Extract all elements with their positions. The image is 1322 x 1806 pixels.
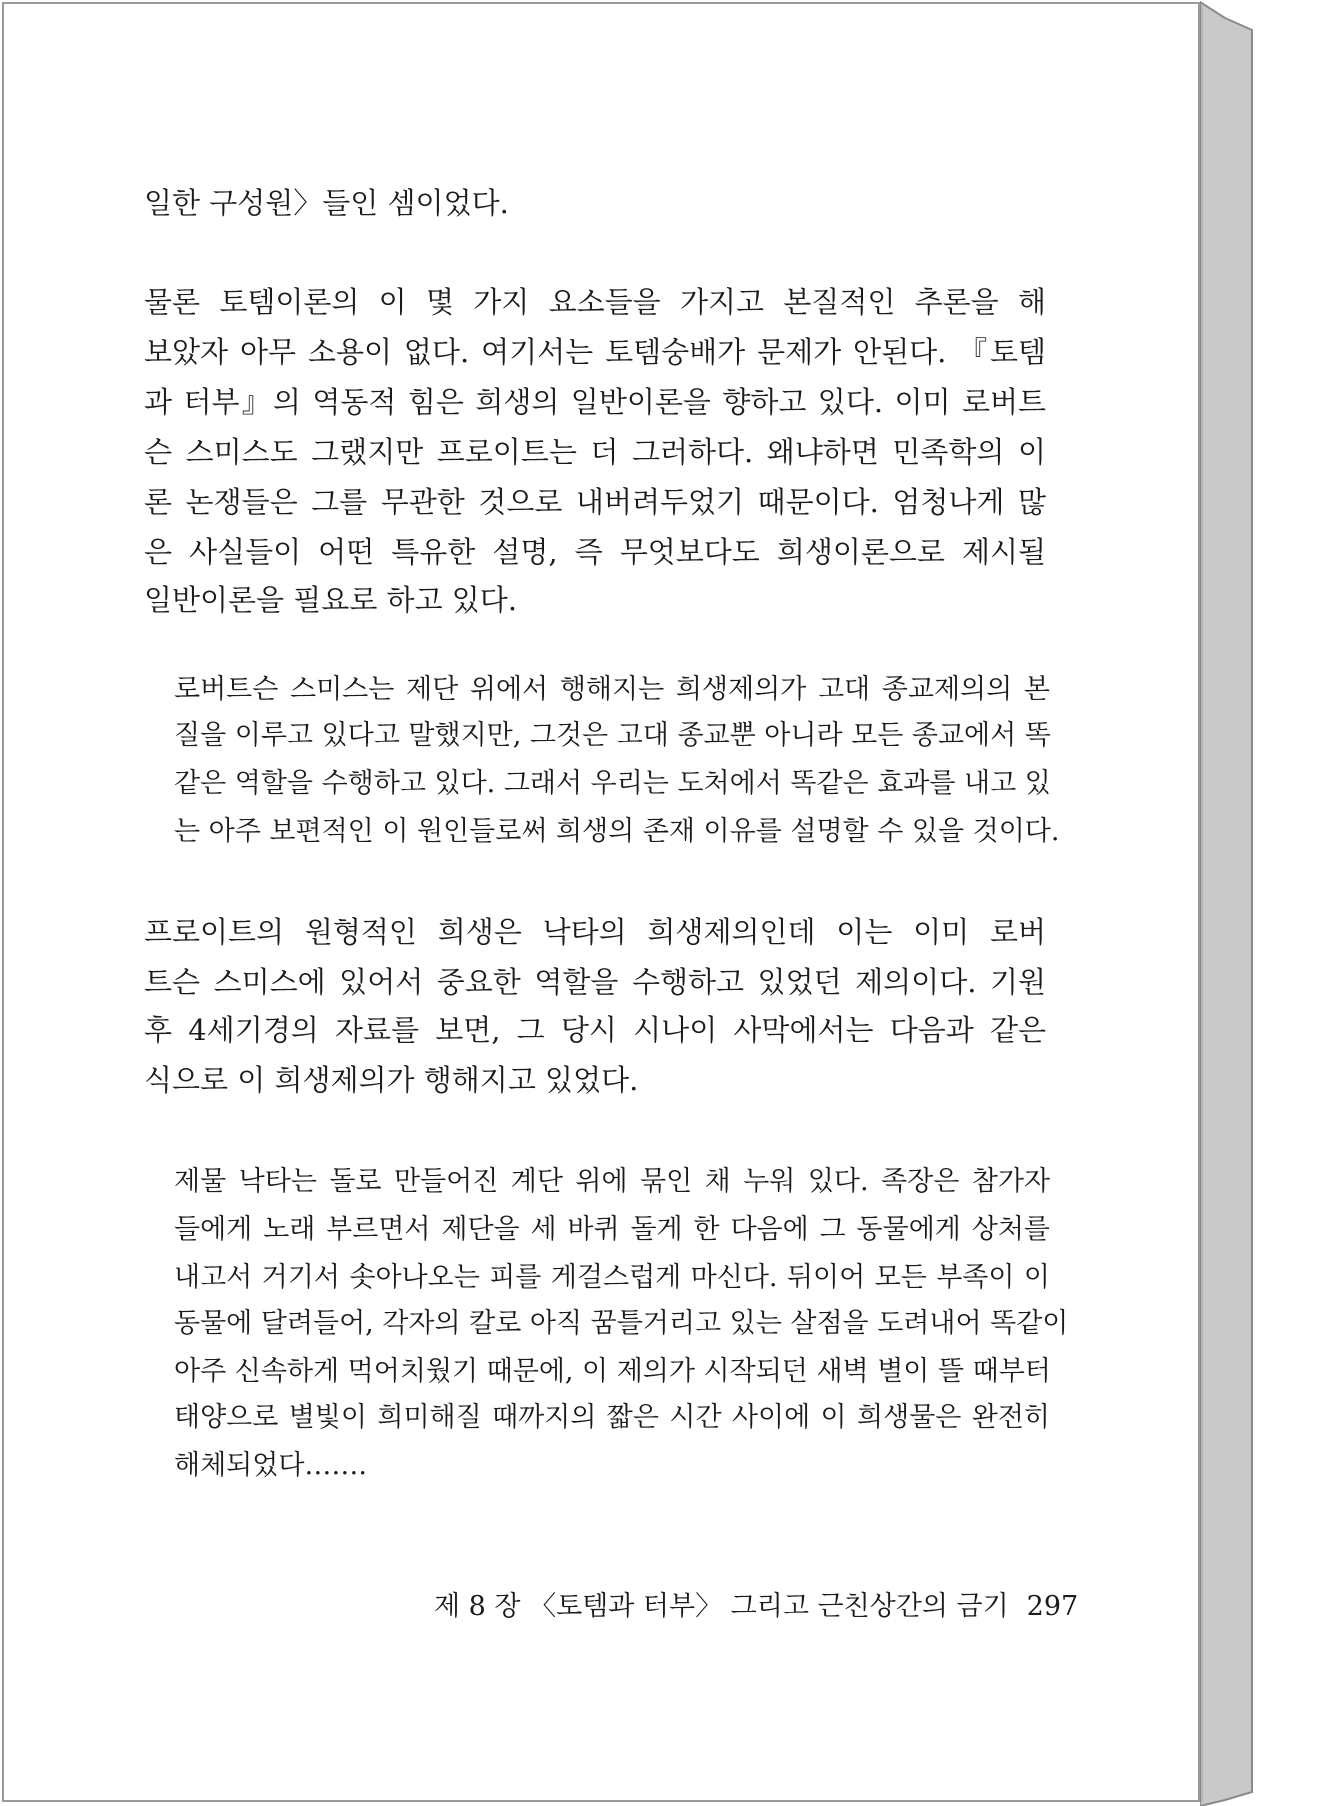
paragraph-2-line-2: 트슨 스미스에 있어서 중요한 역할을 수행하고 있었던 제의이다. 기원 bbox=[144, 965, 1046, 999]
page-footer bbox=[434, 1589, 1078, 1625]
paragraph-1-line-1: 물론 토템이론의 이 몇 가지 요소들을 가지고 본질적인 추론을 해 bbox=[144, 285, 1046, 319]
quote-1-line-3: 같은 역할을 수행하고 있다. 그래서 우리는 도처에서 똑같은 효과를 내고 있 bbox=[174, 768, 1051, 799]
quote-2-line-3: 내고서 거기서 솟아나오는 피를 게걸스럽게 마신다. 뒤이어 모든 부족이 이 bbox=[174, 1262, 1050, 1293]
quote-1-line-2: 질을 이루고 있다고 말했지만, 그것은 고대 종교뿐 아니라 모든 종교에서 똑 bbox=[174, 720, 1051, 751]
quote-2-line-2: 들에게 노래 부르면서 제단을 세 바퀴 돌게 한 다음에 그 동물에게 상처를 bbox=[174, 1214, 1050, 1245]
book-edge-shading bbox=[1200, 0, 1256, 1806]
paragraph-1-line-5: 론 논쟁들은 그를 무관한 것으로 내버려두었기 때문이다. 엄청나게 많 bbox=[144, 485, 1046, 519]
paragraph-1-line-4: 슨 스미스도 그랬지만 프로이트는 더 그러하다. 왜냐하면 민족학의 이 bbox=[144, 435, 1046, 469]
quote-1-line-1: 로버트슨 스미스는 제단 위에서 행해지는 희생제의가 고대 종교제의의 본 bbox=[174, 674, 1050, 705]
page-number: 297 bbox=[1026, 1591, 1079, 1622]
paragraph-2-line-1: 프로이트의 원형적인 희생은 낙타의 희생제의인데 이는 이미 로버 bbox=[144, 915, 1046, 949]
paragraph-1-line-3: 과 터부』의 역동적 힘은 희생의 일반이론을 향하고 있다. 이미 로버트 bbox=[144, 385, 1046, 419]
paragraph-1-line-2: 보았자 아무 소용이 없다. 여기서는 토템숭배가 문제가 안된다. 『토템 bbox=[144, 335, 1046, 369]
quote-2-line-1: 제물 낙타는 돌로 만들어진 계단 위에 묶인 채 누워 있다. 족장은 참가자 bbox=[174, 1166, 1050, 1197]
quote-2-line-4: 동물에 달려들어, 각자의 칼로 아직 꿈틀거리고 있는 살점을 도려내어 똑같이 bbox=[174, 1308, 1069, 1339]
quote-1-line-4: 는 아주 보편적인 이 원인들로써 희생의 존재 이유를 설명할 수 있을 것이다. bbox=[174, 816, 1060, 847]
paragraph-2-line-4: 식으로 이 희생제의가 행해지고 있었다. bbox=[144, 1063, 639, 1097]
quote-2-line-7: 해체되었다……. bbox=[174, 1450, 367, 1481]
quote-2-line-6: 태양으로 별빛이 희미해질 때까지의 짧은 시간 사이에 이 희생물은 완전히 bbox=[174, 1402, 1050, 1433]
running-footer-title: 제 8 장 〈토템과 터부〉 그리고 근친상간의 금기 bbox=[434, 1591, 1009, 1622]
paragraph-2-line-3: 후 4세기경의 자료를 보면, 그 당시 시나이 사막에서는 다음과 같은 bbox=[144, 1013, 1046, 1047]
paragraph-1-line-6: 은 사실들이 어떤 특유한 설명, 즉 무엇보다도 희생이론으로 제시될 bbox=[144, 535, 1046, 569]
opening-line: 일한 구성원〉들인 셈이었다. bbox=[144, 186, 509, 220]
book-page bbox=[2, 2, 1200, 1802]
paragraph-1-line-7: 일반이론을 필요로 하고 있다. bbox=[144, 583, 518, 617]
quote-2-line-5: 아주 신속하게 먹어치웠기 때문에, 이 제의가 시작되던 새벽 별이 뜰 때부터 bbox=[174, 1356, 1051, 1387]
